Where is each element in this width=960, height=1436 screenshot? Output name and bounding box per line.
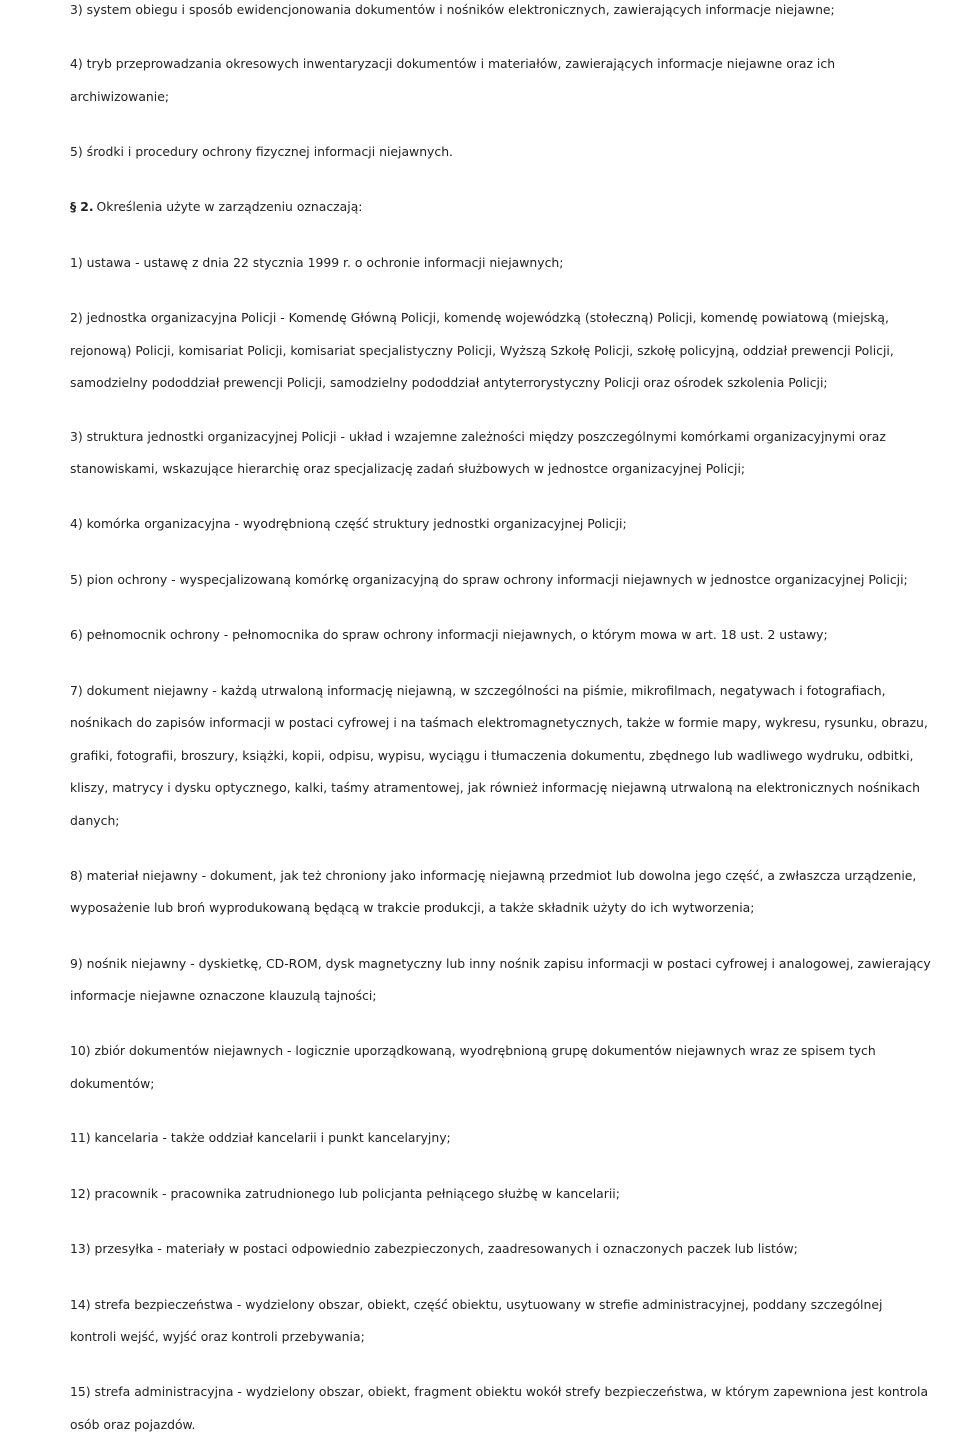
definition-line: 9) nośnik niejawny - dyskietkę, CD-ROM, dysk magnetyczny lub inny nośnik zapisu informacji w postaci cyfrowej i analogowej, zawierający [70,956,931,971]
definition-line: 2) jednostka organizacyjna Policji - Komendę Główną Policji, komendę wojewódzką (stołeczną) Policji, komendę powiatową (miejską, [70,310,889,325]
definition-line: dokumentów; [70,1076,155,1091]
definition-line: 14) strefa bezpieczeństwa - wydzielony obszar, obiekt, część obiektu, usytuowany w strefie administracyjnej, poddany szczególnej [70,1297,883,1312]
section-number: 2. [80,199,94,214]
definition-line: grafiki, fotografii, broszury, książki, kopii, odpisu, wypisu, wyciągu i tłumaczenia dokumentu, zbędnego lub wadliwego wydruku, odbitki, [70,748,914,763]
definition-line: 7) dokument niejawny - każdą utrwaloną informację niejawną, w szczególności na piśmie, mikrofilmach, negatywach i fotografiach, [70,683,886,698]
definition-line: 12) pracownik - pracownika zatrudnionego lub policjanta pełniącego służbę w kancelarii; [70,1186,620,1201]
definition-line: 15) strefa administracyjna - wydzielony obszar, obiekt, fragment obiektu wokół strefy bezpieczeństwa, w którym zapewniona jest kontrola [70,1384,929,1399]
definition-line: 1) ustawa - ustawę z dnia 22 stycznia 1999 r. o ochronie informacji niejawnych; [70,255,564,270]
definition-line: 10) zbiór dokumentów niejawnych - logicznie uporządkowaną, wyodrębnioną grupę dokumentów niejawnych wraz ze spisem tych [70,1043,876,1058]
definition-line: 3) struktura jednostki organizacyjnej Policji - układ i wzajemne zależności między poszczególnymi komórkami organizacyjnymi oraz [70,429,886,444]
definition-line: 6) pełnomocnik ochrony - pełnomocnika do spraw ochrony informacji niejawnych, o którym mowa w art. 18 ust. 2 ustawy; [70,627,828,642]
definition-line: samodzielny pododdział prewencji Policji, samodzielny pododdział antyterrorystyczny Policji oraz ośrodek szkolenia Policji; [70,375,828,390]
definition-line: osób oraz pojazdów. [70,1417,196,1432]
definition-line: 11) kancelaria - także oddział kancelarii i punkt kancelaryjny; [70,1130,451,1145]
text-line: 5) środki i procedury ochrony fizycznej informacji niejawnych. [70,144,453,159]
text-line: 3) system obiegu i sposób ewidencjonowania dokumentów i nośników elektronicznych, zawierających informacje niejawne; [70,2,835,17]
text-line: archiwizowanie; [70,89,170,104]
definition-line: kliszy, matrycy i dysku optycznego, kalki, taśmy atramentowej, jak również informację niejawną utrwaloną na elektronicznych nośnikach [70,780,920,795]
definition-line: stanowiskami, wskazujące hierarchię oraz specjalizację zadań służbowych w jednostce organizacyjnej Policji; [70,461,746,476]
text-line: 4) tryb przeprowadzania okresowych inwentaryzacji dokumentów i materiałów, zawierających informacje niejawne oraz ich [70,56,836,71]
definition-line: 4) komórka organizacyjna - wyodrębnioną część struktury jednostki organizacyjnej Policji; [70,516,627,531]
section-heading [70,199,362,215]
definition-line: kontroli wejść, wyjść oraz kontroli przebywania; [70,1329,365,1344]
definition-line: informacje niejawne oznaczone klauzulą tajności; [70,988,377,1003]
definition-line: nośnikach do zapisów informacji w postaci cyfrowej i na taśmach elektromagnetycznych, także w formie mapy, wykresu, rysunku, obrazu, [70,715,928,730]
definition-line: rejonową) Policji, komisariat Policji, komisariat specjalistyczny Policji, Wyższą Szkołę Policji, szkołę policyjną, oddział prewencji Policji, [70,343,894,358]
definition-line: 13) przesyłka - materiały w postaci odpowiednio zabezpieczonych, zaadresowanych i oznaczonych paczek lub listów; [70,1241,798,1256]
definition-line: wyposażenie lub broń wyprodukowaną będącą w trakcie produkcji, a także składnik użyty do ich wytworzenia; [70,900,755,915]
section-mark: § [70,199,77,214]
definition-line: 5) pion ochrony - wyspecjalizowaną komórkę organizacyjną do spraw ochrony informacji niejawnych w jednostce organizacyjnej Policji; [70,572,908,587]
definition-line: danych; [70,813,120,828]
definition-line: 8) materiał niejawny - dokument, jak też chroniony jako informację niejawną przedmiot lub dowolna jego część, a zwłaszcza urządzenie, [70,868,917,883]
section-heading-text: Określenia użyte w zarządzeniu oznaczają: [96,199,363,214]
